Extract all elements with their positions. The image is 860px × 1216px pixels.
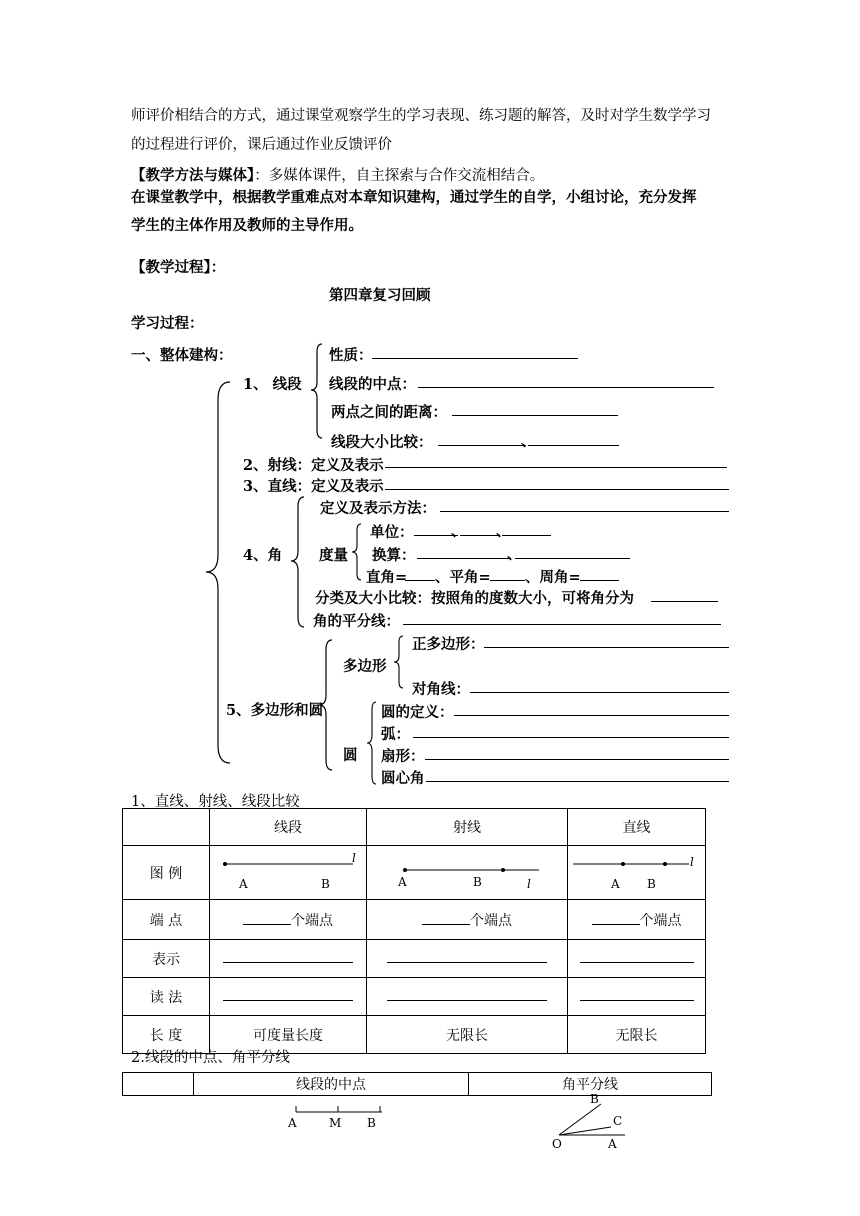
reading-segment[interactable]: [210, 978, 367, 1016]
figure-segment-cell: [210, 846, 367, 900]
midpoint-figure: [280, 1100, 400, 1134]
angle-bisector: 角的平分线：: [313, 613, 400, 630]
midpoint-label-b: B: [367, 1116, 376, 1130]
angle-full-blank[interactable]: [580, 580, 619, 581]
endpoint-text: 个端点: [470, 912, 512, 929]
method-text: ：多媒体课件，自主探索与合作交流相结合。: [254, 168, 545, 184]
notation-ray[interactable]: [367, 940, 568, 978]
intro-line-2: 的过程进行评价，课后通过作业反馈评价: [131, 137, 392, 153]
midpoint-label-m: M: [329, 1116, 342, 1130]
figure-line-cell: [568, 846, 706, 900]
bisector-label-b: B: [590, 1094, 599, 1106]
segment-figure: [213, 848, 363, 894]
angle-convert: 换算：: [372, 547, 416, 564]
diagonal: 对角线：: [412, 681, 470, 698]
length-line: 无限长: [568, 1016, 706, 1054]
segment-midpoint: 线段的中点：: [329, 376, 416, 393]
table-row: [123, 940, 706, 978]
segment-label: 1、 线段: [243, 376, 302, 393]
row-label-notation: 表示: [123, 940, 210, 978]
polygon-label: 多边形: [343, 658, 387, 675]
segment-brace: [308, 342, 328, 442]
table-row: [123, 900, 706, 940]
line-fig-l: l: [689, 854, 694, 869]
header-empty: [123, 1073, 194, 1096]
bisector-label-o: O: [552, 1137, 562, 1150]
angle-full: 、周角=: [525, 569, 581, 586]
central-angle-blank[interactable]: [426, 781, 729, 782]
regular-polygon: 正多边形：: [412, 636, 485, 653]
table-row: [123, 978, 706, 1016]
endpoint-text: 个端点: [291, 912, 333, 929]
segment-midpoint-blank[interactable]: [418, 387, 714, 388]
study-process-label: 学习过程：: [131, 315, 204, 332]
sector: 扇形：: [381, 748, 425, 765]
circle-label: 圆: [343, 747, 358, 764]
angle-right: 直角=: [366, 569, 408, 586]
row-label-length: 长 度: [123, 1016, 210, 1054]
regular-polygon-blank[interactable]: [484, 647, 729, 648]
endpoint-segment: [210, 900, 367, 940]
notation-line[interactable]: [568, 940, 706, 978]
header-line: 直线: [568, 809, 706, 846]
angle-flat: 、平角=: [435, 569, 491, 586]
circle-def: 圆的定义：: [381, 704, 454, 721]
angle-right-blank[interactable]: [405, 580, 435, 581]
polygon-brace: [391, 634, 407, 690]
endpoint-ray: [367, 900, 568, 940]
angle-label: 4、角: [243, 547, 283, 564]
ray-fig-a: A: [398, 874, 407, 889]
line-label: 3、直线：定义及表示: [243, 478, 384, 495]
segment-compare-blank-2[interactable]: [528, 445, 619, 446]
endpoint-blank[interactable]: [243, 912, 291, 925]
comparison-table: [122, 808, 706, 1054]
table2-caption: 2.线段的中点、角平分线: [131, 1050, 290, 1066]
segment-property-blank[interactable]: [372, 358, 578, 359]
segment-compare-blank-1[interactable]: [438, 445, 526, 446]
segment-distance-blank[interactable]: [452, 415, 618, 416]
line-fig-a: A: [610, 876, 620, 891]
ray-fig-l: l: [527, 876, 531, 891]
angle-convert-sep: 、: [507, 546, 522, 563]
bisector-figure: [545, 1094, 645, 1150]
endpoint-text: 个端点: [639, 912, 682, 929]
angle-def-blank[interactable]: [440, 511, 729, 512]
angle-unit-sep-1: 、: [451, 523, 466, 540]
figure-ray-cell: [367, 846, 568, 900]
header-segment: 线段: [210, 809, 367, 846]
notation-segment[interactable]: [210, 940, 367, 978]
chapter-title: 第四章复习回顾: [329, 287, 431, 304]
angle-classify-blank[interactable]: [651, 601, 718, 602]
arc-blank[interactable]: [413, 737, 729, 738]
reading-ray[interactable]: [367, 978, 568, 1016]
segment-compare-sep: 、: [521, 433, 536, 450]
endpoint-blank[interactable]: [592, 912, 640, 925]
table-row: [123, 809, 706, 846]
outline-heading: 一、整体建构：: [131, 347, 233, 364]
line-fig-b: B: [646, 876, 656, 891]
ray-blank[interactable]: [385, 467, 727, 468]
arc: 弧：: [381, 726, 410, 743]
angle-unit-sep-2: 、: [496, 523, 511, 540]
length-segment: 可度量长度: [210, 1016, 367, 1054]
table-row: [123, 846, 706, 900]
header-empty: [123, 809, 210, 846]
circle-brace: [364, 700, 380, 786]
angle-convert-blank-2[interactable]: [515, 558, 630, 559]
segment-fig-b: B: [321, 876, 330, 891]
circle-def-blank[interactable]: [454, 715, 729, 716]
method-label: 【教学方法与媒体】: [131, 167, 255, 184]
angle-bisector-blank[interactable]: [403, 624, 721, 625]
header-ray: 射线: [367, 809, 568, 846]
angle-measure: 度量: [319, 547, 348, 564]
row-label-figure: 图 例: [123, 846, 210, 900]
header-midpoint: 线段的中点: [194, 1073, 469, 1096]
segment-fig-a: A: [239, 876, 248, 891]
midpoint-label-a: A: [288, 1116, 297, 1130]
sector-blank[interactable]: [425, 759, 729, 760]
intro-line-1: 师评价相结合的方式，通过课堂观察学生的学习表现、练习题的解答，及时对学生数学学习: [131, 108, 711, 124]
angle-unit-blank-2[interactable]: [460, 535, 500, 536]
bold-line-1: 在课堂教学中，根据教学重难点对本章知识建构，通过学生的自学，小组讨论，充分发挥: [131, 189, 697, 206]
midpoint-bisector-table: [122, 1072, 712, 1096]
header-bisector: 角平分线: [469, 1073, 712, 1096]
row-label-reading: 读 法: [123, 978, 210, 1016]
endpoint-blank[interactable]: [422, 912, 470, 925]
line-figure: [569, 848, 705, 894]
angle-unit-blank-3[interactable]: [502, 535, 551, 536]
ray-label: 2、射线：定义及表示: [243, 457, 384, 474]
ray-figure: [369, 848, 565, 894]
poly-label: 5、多边形和圆: [226, 702, 324, 719]
angle-def: 定义及表示方法：: [320, 500, 436, 517]
segment-property: 性质：: [329, 347, 373, 364]
angle-classify: 分类及大小比较：按照角的度数大小，可将角分为: [315, 590, 634, 607]
ray-fig-b: B: [473, 874, 482, 889]
segment-fig-l: l: [352, 850, 356, 865]
angle-unit: 单位：: [370, 524, 414, 541]
measure-brace: [349, 522, 365, 582]
angle-convert-blank-1[interactable]: [417, 558, 509, 559]
table-row: [123, 1073, 712, 1096]
table1-caption: 1、直线、射线、线段比较: [131, 794, 300, 810]
angle-brace: [288, 495, 308, 630]
bisector-label-a: A: [608, 1137, 617, 1150]
row-label-endpoint: 端 点: [123, 900, 210, 940]
line-blank[interactable]: [385, 489, 729, 490]
process-heading: 【教学过程】：: [131, 259, 226, 276]
diagonal-blank[interactable]: [470, 692, 729, 693]
central-angle: 圆心角: [381, 770, 425, 787]
bisector-label-c: C: [613, 1114, 623, 1128]
length-ray: 无限长: [367, 1016, 568, 1054]
method-paragraph: [131, 164, 544, 185]
angle-flat-blank[interactable]: [490, 580, 525, 581]
bold-line-2: 学生的主体作用及教师的主导作用。: [131, 217, 363, 234]
segment-compare: 线段大小比较：: [331, 434, 433, 451]
segment-distance: 两点之间的距离：: [331, 404, 447, 421]
endpoint-line: [568, 900, 706, 940]
reading-line[interactable]: [568, 978, 706, 1016]
